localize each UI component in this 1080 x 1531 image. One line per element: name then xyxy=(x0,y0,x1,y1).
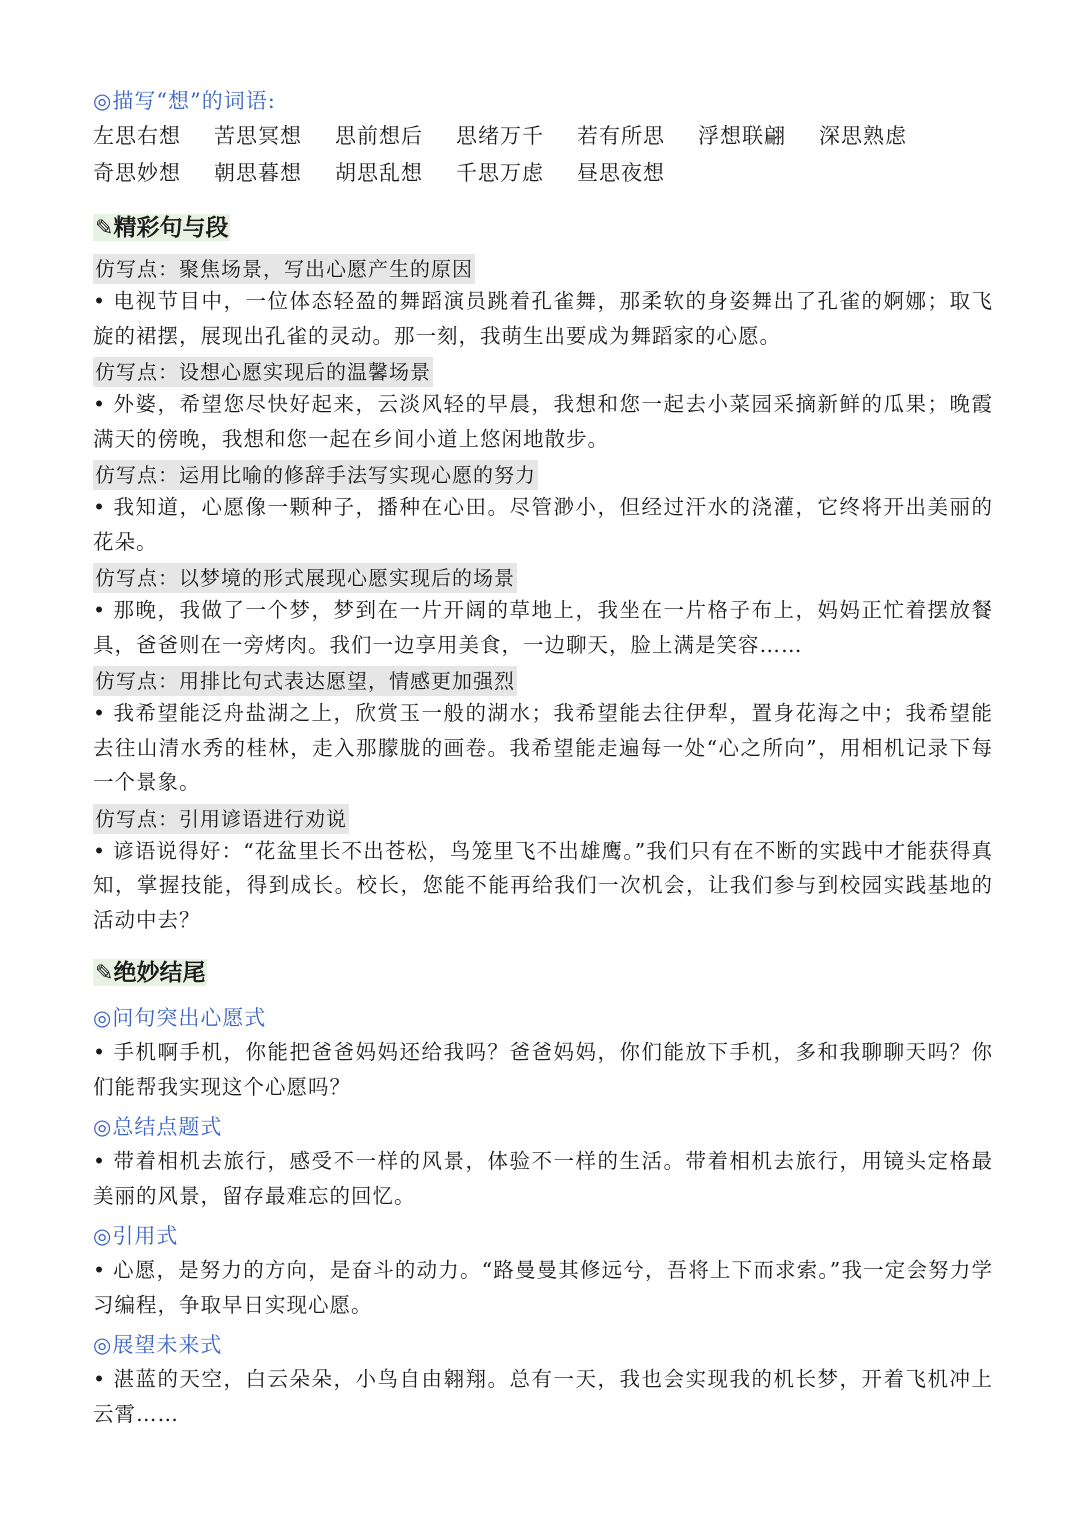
pencil-icon: ✎ xyxy=(95,216,114,241)
bullet-icon: • xyxy=(93,1258,107,1282)
bullet-icon: • xyxy=(93,289,107,313)
sentences-title-text: 精彩句与段 xyxy=(113,214,229,241)
imitation-point-label: 仿写点：运用比喻的修辞手法写实现心愿的努力 xyxy=(93,460,538,490)
ending-style-heading: ◎引用式 xyxy=(93,1224,179,1248)
ending-paragraph: • 手机啊手机，你能把爸爸妈妈还给我吗？爸爸妈妈，你们能放下手机，多和我聊聊天吗？你们能帮我实现这个心愿吗？ xyxy=(93,1035,993,1104)
ending-style-heading: ◎展望未来式 xyxy=(93,1333,223,1357)
word-item: 朝思暮想 xyxy=(214,161,302,185)
bullet-icon: • xyxy=(93,701,107,725)
ending-section-title xyxy=(93,951,993,995)
word-row-1 xyxy=(93,118,993,155)
bullet-icon: • xyxy=(93,1149,107,1173)
example-paragraph: • 我知道，心愿像一颗种子，播种在心田。尽管渺小，但经过汗水的浇灌，它终将开出美丽的花朵。 xyxy=(93,490,993,559)
imitation-point-label: 仿写点：设想心愿实现后的温馨场景 xyxy=(93,357,433,387)
ending-paragraph: • 心愿，是努力的方向，是奋斗的动力。“路曼曼其修远兮，吾将上下而求索。”我一定会努力学习编程，争取早日实现心愿。 xyxy=(93,1253,993,1322)
bullet-icon: • xyxy=(93,1040,107,1064)
bullet-icon: • xyxy=(93,838,107,863)
word-item: 若有所思 xyxy=(577,124,665,148)
example-paragraph: • 外婆，希望您尽快好起来，云淡风轻的早晨，我想和您一起去小菜园采摘新鲜的瓜果；晚霞满天的傍晚，我想和您一起在乡间小道上悠闲地散步。 xyxy=(93,387,993,456)
ending-style-heading: ◎总结点题式 xyxy=(93,1115,223,1139)
imitation-point-label: 仿写点：引用谚语进行劝说 xyxy=(93,804,349,834)
ending-style-heading: ◎问句突出心愿式 xyxy=(93,1006,267,1030)
word-item: 千思万虑 xyxy=(456,161,544,185)
document-page xyxy=(93,84,993,1431)
word-item: 奇思妙想 xyxy=(93,161,181,185)
think-words-heading: ◎描写“想”的词语: xyxy=(93,89,276,113)
word-item: 胡思乱想 xyxy=(335,161,423,185)
example-paragraph: • 那晚，我做了一个梦，梦到在一片开阔的草地上，我坐在一片格子布上，妈妈正忙着摆放餐具，爸爸则在一旁烤肉。我们一边享用美食，一边聊天，脸上满是笑容…… xyxy=(93,593,993,662)
word-item: 昼思夜想 xyxy=(577,161,665,185)
ending-title-text: 绝妙结尾 xyxy=(113,959,206,986)
word-item: 浮想联翩 xyxy=(698,124,786,148)
bullet-icon: • xyxy=(93,495,107,519)
imitation-point-label: 仿写点：以梦境的形式展现心愿实现后的场景 xyxy=(93,563,517,593)
word-item: 左思右想 xyxy=(93,124,181,148)
word-item: 深思熟虑 xyxy=(819,124,907,148)
example-paragraph: • 电视节目中，一位体态轻盈的舞蹈演员跳着孔雀舞，那柔软的身姿舞出了孔雀的婀娜；取飞旋的裙摆，展现出孔雀的灵动。那一刻，我萌生出要成为舞蹈家的心愿。 xyxy=(93,284,993,353)
word-item: 思绪万千 xyxy=(456,124,544,148)
bullet-icon: • xyxy=(93,392,107,416)
bullet-icon: • xyxy=(93,1367,107,1391)
bullet-icon: • xyxy=(93,598,107,622)
example-paragraph: • 我希望能泛舟盐湖之上，欣赏玉一般的湖水；我希望能去往伊犁，置身花海之中；我希望能去往山清水秀的桂林，走入那朦胧的画卷。我希望能走遍每一处“心之所向”，用相机记录下每一个景象。 xyxy=(93,696,993,800)
imitation-point-label: 仿写点：聚焦场景，写出心愿产生的原因 xyxy=(93,254,475,284)
example-paragraph: • 谚语说得好：“花盆里长不出苍松，鸟笼里飞不出雄鹰。”我们只有在不断的实践中才能获得真知，掌握技能，得到成长。校长，您能不能再给我们一次机会，让我们参与到校园实践基地的活动中去？ xyxy=(93,834,993,938)
imitation-point-label: 仿写点：用排比句式表达愿望，情感更加强烈 xyxy=(93,666,517,696)
ending-title-highlight xyxy=(93,959,207,986)
sentences-title-highlight xyxy=(93,214,230,241)
pencil-icon: ✎ xyxy=(95,961,114,986)
ending-paragraph: • 湛蓝的天空，白云朵朵，小鸟自由翱翔。总有一天，我也会实现我的机长梦，开着飞机冲上云霄…… xyxy=(93,1362,993,1431)
ending-paragraph: • 带着相机去旅行，感受不一样的风景，体验不一样的生活。带着相机去旅行，用镜头定格最美丽的风景，留存最难忘的回忆。 xyxy=(93,1144,993,1213)
sentences-section-title xyxy=(93,206,993,250)
word-row-2 xyxy=(93,155,993,192)
word-item: 苦思冥想 xyxy=(214,124,302,148)
word-item: 思前想后 xyxy=(335,124,423,148)
